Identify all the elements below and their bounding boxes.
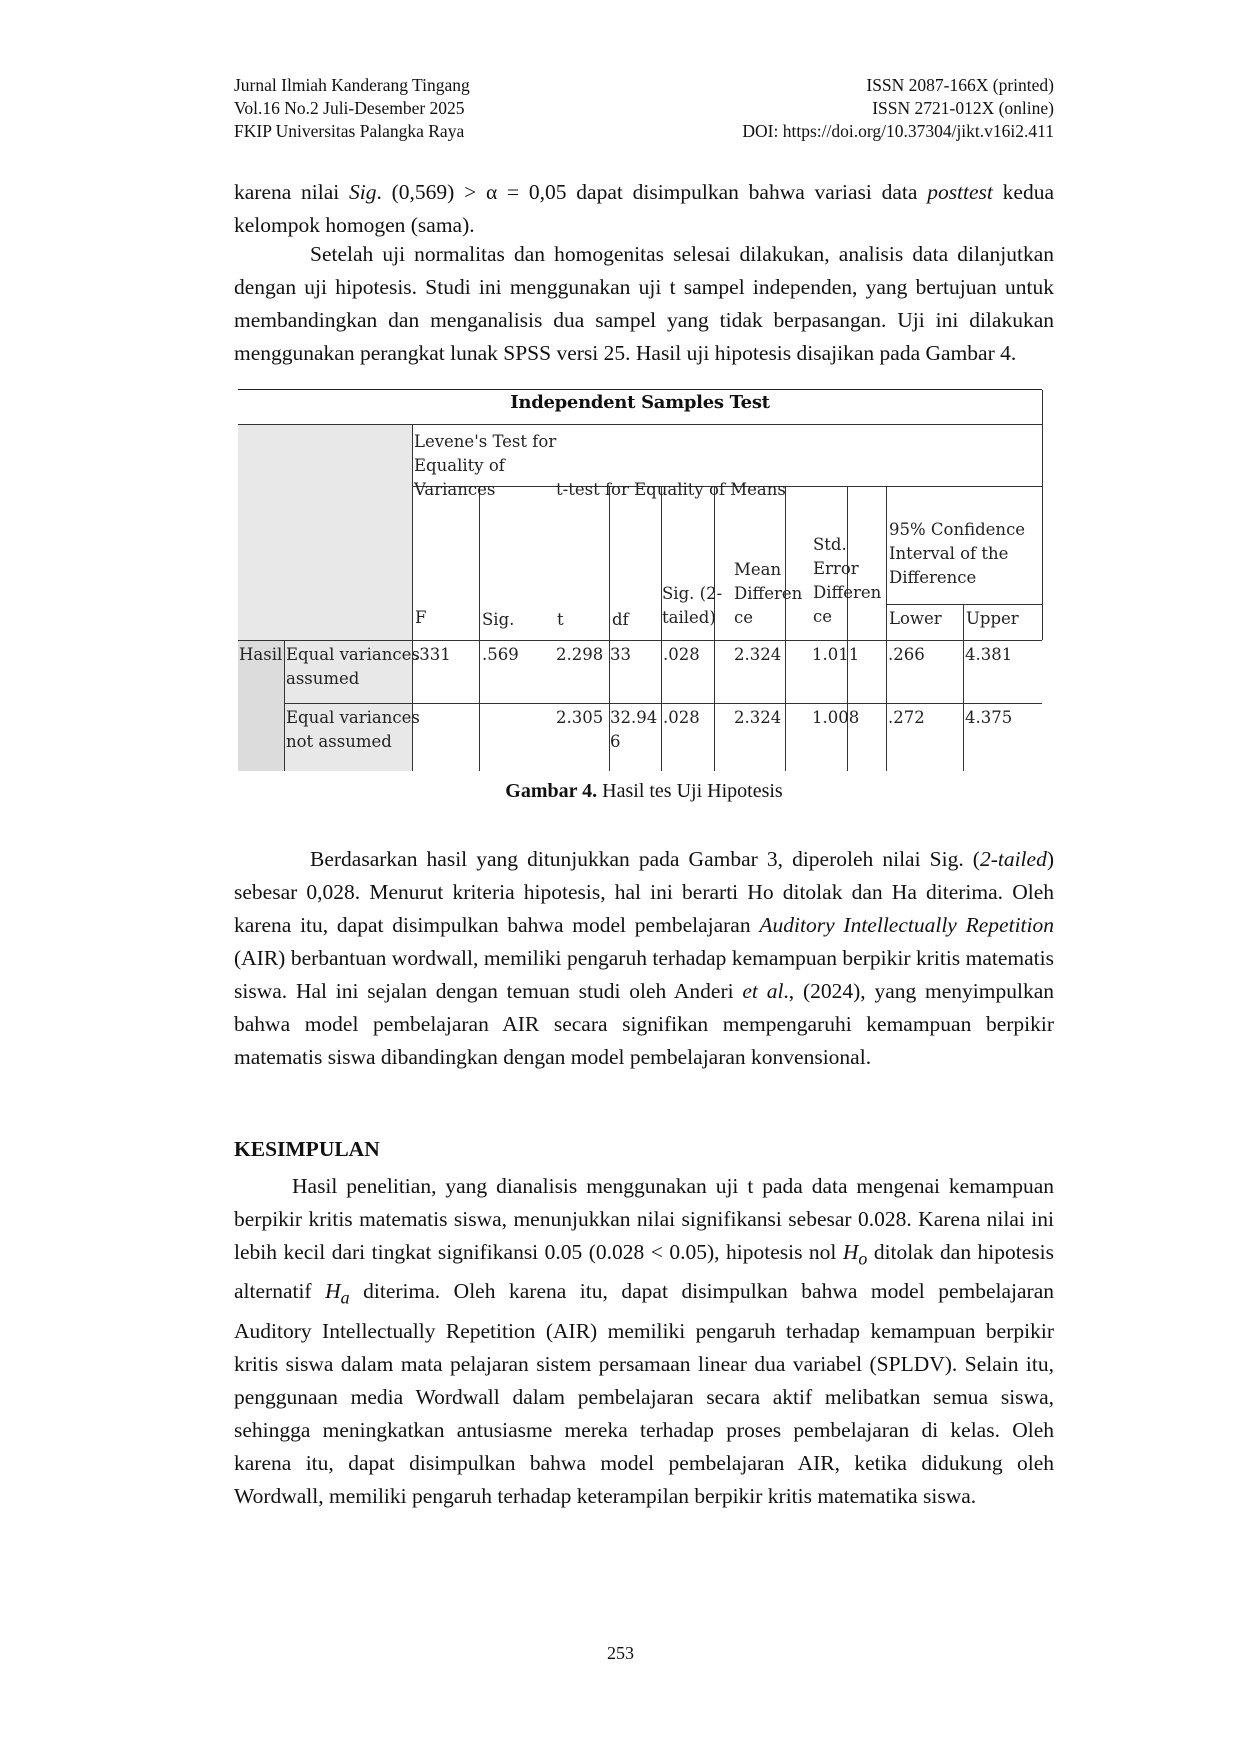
row1-label-line1: Equal variances (286, 645, 420, 664)
page-number: 253 (607, 1643, 634, 1663)
para4-text-c: diterima. Oleh karena itu, dapat disimpulkan bahwa model pembelajaran Auditory Intellectually Repetition (AIR) memiliki pengaruh terhadap kemampuan berpikir kritis siswa dalam mata pelajaran sistem persamaan linear dua variabel (SPLDV). Selain itu, penggunaan media Wordwall dalam pembelajaran secara aktif melibatkan semua siswa, sehingga meningkatkan antusiasme mereka terhadap proses pembelajaran di kelas. Oleh karena itu, dapat disimpulkan bahwa model pembelajaran AIR, ketika didukung oleh Wordwall, memiliki pengaruh terhadap keterampilan berpikir kritis matematika siswa. (234, 1279, 1054, 1508)
col-header-sig: Sig. (482, 610, 515, 629)
ci-header-line1: 95% Confidence (889, 520, 1026, 539)
rule-right-title (1042, 390, 1043, 424)
row2-upper: 4.375 (965, 708, 1013, 727)
caption-label: Gambar 4. (505, 780, 598, 802)
row1-F: .331 (414, 645, 451, 664)
row1-sig: .569 (482, 645, 519, 664)
row-group-label: Hasil (239, 645, 283, 664)
issn-online: ISSN 2721-012X (online) (872, 98, 1054, 118)
row1-upper: 4.381 (965, 645, 1013, 664)
row2-df-line1: 32.94 (610, 708, 658, 727)
rule-col-group (284, 640, 285, 771)
paragraph-homogeneity (234, 176, 1054, 242)
rule-col-lower (886, 486, 887, 771)
para3-text-a: Berdasarkan hasil yang ditunjukkan pada Gambar 3, diperoleh nilai Sig. ( (310, 847, 980, 871)
journal-volume: Vol.16 No.2 Juli-Desember 2025 (234, 98, 465, 118)
col-header-lower: Lower (889, 609, 942, 628)
row1-mean: 2.324 (734, 645, 782, 664)
row1-df: 33 (610, 645, 631, 664)
levene-header-line2: Equality of (414, 456, 505, 475)
levene-header-line3: Variances (414, 480, 496, 499)
h0-symbol: H (842, 1240, 859, 1264)
row2-se: 1.008 (812, 708, 860, 727)
row2-df-line2: 6 (610, 732, 621, 751)
row2-t: 2.305 (556, 708, 604, 727)
h0-subscript: o (858, 1248, 868, 1269)
doi-link[interactable]: DOI: https://doi.org/10.37304/jikt.v16i2.411 (742, 121, 1054, 141)
row1-se: 1.011 (812, 645, 860, 664)
col-header-se-line4: ce (813, 607, 833, 626)
col-header-upper: Upper (966, 609, 1019, 628)
rule-col-F (479, 486, 480, 771)
col-header-mean (734, 558, 802, 630)
col-header-sig2-line1: Sig. (2- (662, 584, 723, 603)
caption-text: Hasil tes Uji Hipotesis (597, 780, 783, 802)
figure-caption (234, 780, 1054, 803)
para1-posttest: posttest (927, 180, 993, 204)
para3-text-b: ) sebesar 0,028. Menurut kriteria hipotesis, hal ini berarti Ho ditolak dan Ha diterima. Oleh karena itu, dapat disimpulkan bahwa model pembelajaran (234, 847, 1054, 937)
para4-text-b: ditolak dan hipotesis alternatif (234, 1240, 1054, 1304)
row2-df (610, 706, 657, 754)
rule-header-bottom (238, 640, 1042, 641)
figure-independent-samples-test (238, 389, 1042, 771)
ci-header-line3: Difference (889, 568, 977, 587)
col-header-mean-line1: Mean (734, 560, 782, 579)
para3-text-c: (AIR) berbantuan wordwall, memiliki pengaruh terhadap kemampuan berpikir kritis matematis siswa. Hal ini sejalan dengan temuan studi oleh Anderi (234, 946, 1054, 1003)
levene-header-line1: Levene's Test for (414, 432, 557, 451)
ha-symbol: H (325, 1279, 341, 1304)
row1-label (286, 643, 420, 691)
row2-label (286, 706, 420, 754)
ttest-header: t-test for Equality of Means (556, 480, 786, 499)
col-header-t: t (557, 610, 564, 629)
row2-label-line1: Equal variances (286, 708, 420, 727)
row1-sig2: .028 (663, 645, 700, 664)
ci-header (889, 518, 1025, 590)
paragraph-hypothesis-test: Setelah uji normalitas dan homogenitas selesai dilakukan, analisis data dilanjutkan dengan uji hipotesis. Studi ini menggunakan uji t sampel independen, yang bertujuan untuk membandingkan dan menganalisis dua sampel yang tidak berpasangan. Uji ini dilakukan menggunakan perangkat lunak SPSS versi 25. Hasil uji hipotesis disajikan pada Gambar 4. (234, 242, 1054, 365)
rule-right-header (1042, 424, 1043, 640)
ha-subscript: a (340, 1287, 350, 1308)
section-heading-kesimpulan: KESIMPULAN (234, 1137, 380, 1161)
para1-text-b: . (0,569) > α = 0,05 dapat disimpulkan bahwa variasi data (376, 180, 928, 204)
para1-text-c: kedua kelompok homogen (sama). (234, 180, 1054, 237)
row1-label-line2: assumed (286, 669, 360, 688)
col-header-sig2-line2: tailed) (662, 608, 716, 627)
journal-name: Jurnal Ilmiah Kanderang Tingang (234, 75, 470, 95)
row2-lower: .272 (888, 708, 925, 727)
para3-tailed: 2-tailed (979, 847, 1047, 871)
levene-header (414, 430, 556, 502)
col-header-df: df (612, 610, 629, 629)
row2-label-line2: not assumed (286, 732, 392, 751)
journal-institution: FKIP Universitas Palangka Raya (234, 121, 465, 141)
col-header-mean-line3: ce (734, 608, 754, 627)
col-header-se-line1: Std. (813, 535, 847, 554)
paragraph-conclusion (234, 1170, 1054, 1513)
rule-col-upper (963, 604, 964, 771)
col-header-mean-line2: Differen (734, 584, 803, 603)
row2-sig2: .028 (663, 708, 700, 727)
para1-text-a: karena nilai (234, 180, 350, 204)
row2-mean: 2.324 (734, 708, 782, 727)
rule-ci-sub (886, 604, 1042, 605)
rule-title-bottom (238, 424, 1042, 425)
para1-sig: Sig (349, 180, 377, 204)
issn-print: ISSN 2087-166X (printed) (866, 75, 1054, 95)
row1-lower: .266 (888, 645, 925, 664)
para3-etal: et al (742, 979, 784, 1003)
rule-row1-bottom (284, 703, 1042, 704)
col-header-se (813, 533, 881, 629)
paragraph-results-discussion (234, 843, 1054, 1074)
col-header-se-line2: Error (813, 559, 859, 578)
col-header-sig2 (662, 582, 722, 630)
col-header-F: F (415, 608, 427, 627)
row1-t: 2.298 (556, 645, 604, 664)
running-header (234, 74, 1054, 143)
col-header-se-line3: Differen (813, 583, 882, 602)
para3-air-term: Auditory Intellectually Repetition (759, 913, 1054, 937)
figure-table-title: Independent Samples Test (510, 392, 770, 413)
para4-text-a: Hasil penelitian, yang dianalisis menggunakan uji t pada data mengenai kemampuan berpikir kritis matematis siswa, menunjukkan nilai signifikansi sebesar 0.028. Karena nilai ini lebih kecil dari tingkat signifikansi 0.05 (0.028 < 0.05), hipotesis nol (234, 1174, 1054, 1264)
ci-header-line2: Interval of the (889, 544, 1009, 563)
para3-text-d: ., (2024), yang menyimpulkan bahwa model pembelajaran AIR secara signifikan mempengaruhi kemampuan berpikir matematis siswa dibandingkan dengan model pembelajaran konvensional. (234, 979, 1054, 1069)
